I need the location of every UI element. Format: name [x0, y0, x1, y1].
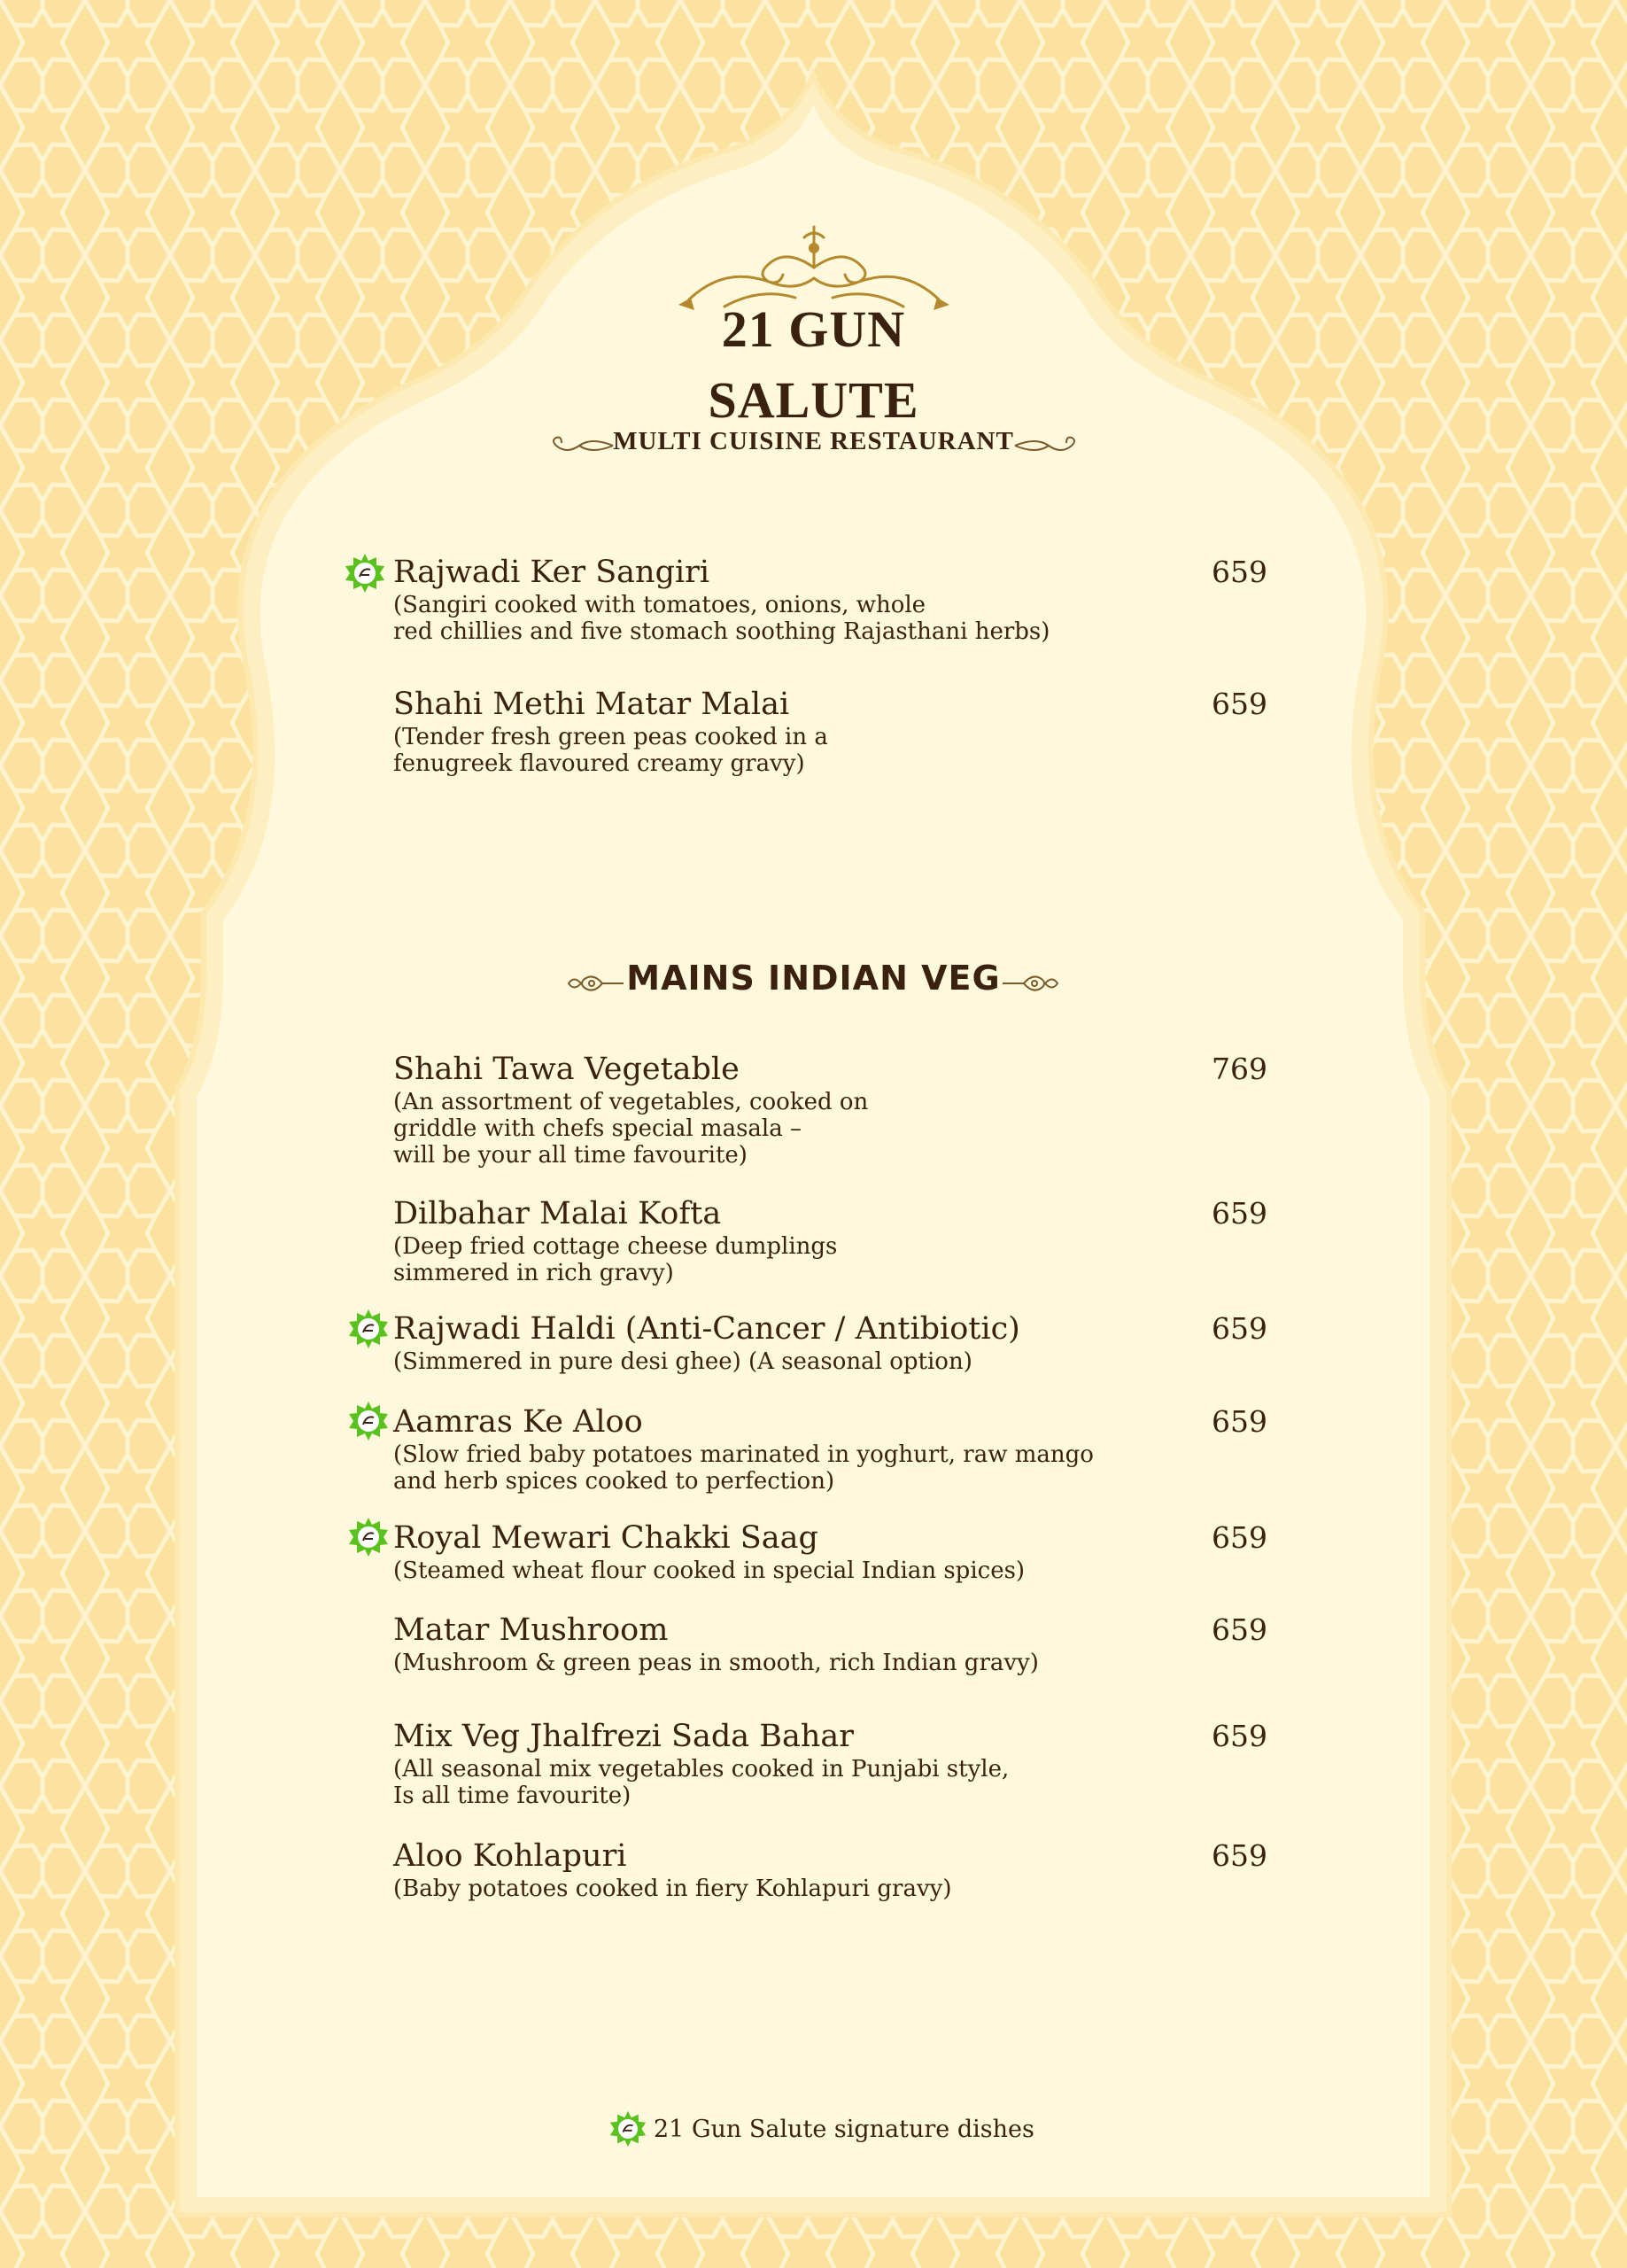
item-name: Shahi Methi Matar Malai	[393, 687, 790, 722]
item-description: (Slow fried baby potatoes marinated in yoghurt, raw mango and herb spices cooked to perfection)	[393, 1441, 1094, 1495]
signature-badge-icon	[348, 1517, 389, 1557]
menu-item	[393, 1309, 1279, 1375]
footnote-text: 21 Gun Salute signature dishes	[654, 2115, 1034, 2143]
menu-item	[393, 1194, 1279, 1286]
item-name: Aamras Ke Aloo	[393, 1404, 643, 1440]
item-name: Royal Mewari Chakki Saag	[393, 1520, 818, 1556]
menu-item	[393, 1717, 1279, 1809]
item-price: 659	[1212, 1196, 1267, 1231]
item-name: Aloo Kohlapuri	[393, 1838, 627, 1874]
item-price: 769	[1212, 1052, 1267, 1086]
brand-title-line1: 21 GUN	[721, 300, 906, 358]
menu-item	[393, 1518, 1279, 1584]
signature-badge-icon	[609, 2110, 647, 2148]
footnote	[609, 2109, 1034, 2148]
item-name: Mix Veg Jhalfrezi Sada Bahar	[393, 1719, 854, 1754]
item-description: (Simmered in pure desi ghee) (A seasonal option)	[393, 1348, 972, 1375]
item-description: (Sangiri cooked with tomatoes, onions, whole red chillies and five stomach soothing Rajasthani herbs)	[393, 592, 1050, 645]
menu-item	[393, 553, 1279, 645]
menu-item	[393, 1050, 1279, 1169]
item-description: (All seasonal mix vegetables cooked in Punjabi style, Is all time favourite)	[393, 1756, 1010, 1809]
ornament-right-icon	[1001, 968, 1059, 998]
item-price: 659	[1212, 1404, 1267, 1439]
item-description: (Deep fried cottage cheese dumplings simmered in rich gravy)	[393, 1233, 838, 1286]
item-description: (Baby potatoes cooked in fiery Kohlapuri gravy)	[393, 1876, 952, 1902]
item-name: Matar Mushroom	[393, 1612, 669, 1648]
item-name: Rajwadi Haldi (Anti-Cancer / Antibiotic)	[393, 1311, 1020, 1347]
signature-badge-icon	[348, 1309, 389, 1349]
menu-item	[393, 1837, 1279, 1902]
item-price: 659	[1212, 1311, 1267, 1346]
item-description: (Steamed wheat flour cooked in special Indian spices)	[393, 1557, 1026, 1584]
item-price: 659	[1212, 1612, 1267, 1647]
brand-title-line2: SALUTE	[708, 371, 919, 429]
item-name: Dilbahar Malai Kofta	[393, 1196, 722, 1231]
item-price: 659	[1212, 555, 1267, 589]
section-title: MAINS INDIAN VEG	[626, 959, 1001, 998]
item-name: Shahi Tawa Vegetable	[393, 1052, 740, 1087]
menu-item	[393, 1611, 1279, 1676]
item-price: 659	[1212, 1719, 1267, 1753]
flourish-right-icon	[1013, 432, 1081, 459]
item-description: (An assortment of vegetables, cooked on griddle with chefs special masala – will be your all time favourite)	[393, 1089, 869, 1169]
menu-item	[393, 1402, 1279, 1495]
item-price: 659	[1212, 687, 1267, 721]
menu-item	[393, 685, 1279, 777]
item-price: 659	[1212, 1838, 1267, 1873]
item-price: 659	[1212, 1520, 1267, 1555]
brand-subtitle: MULTI CUISINE RESTAURANT	[613, 427, 1014, 455]
item-description: (Mushroom & green peas in smooth, rich Indian gravy)	[393, 1650, 1039, 1676]
signature-badge-icon	[345, 553, 385, 594]
item-description: (Tender fresh green peas cooked in a fenugreek flavoured creamy gravy)	[393, 724, 828, 777]
item-name: Rajwadi Ker Sangiri	[393, 555, 710, 590]
signature-badge-icon	[348, 1401, 389, 1441]
